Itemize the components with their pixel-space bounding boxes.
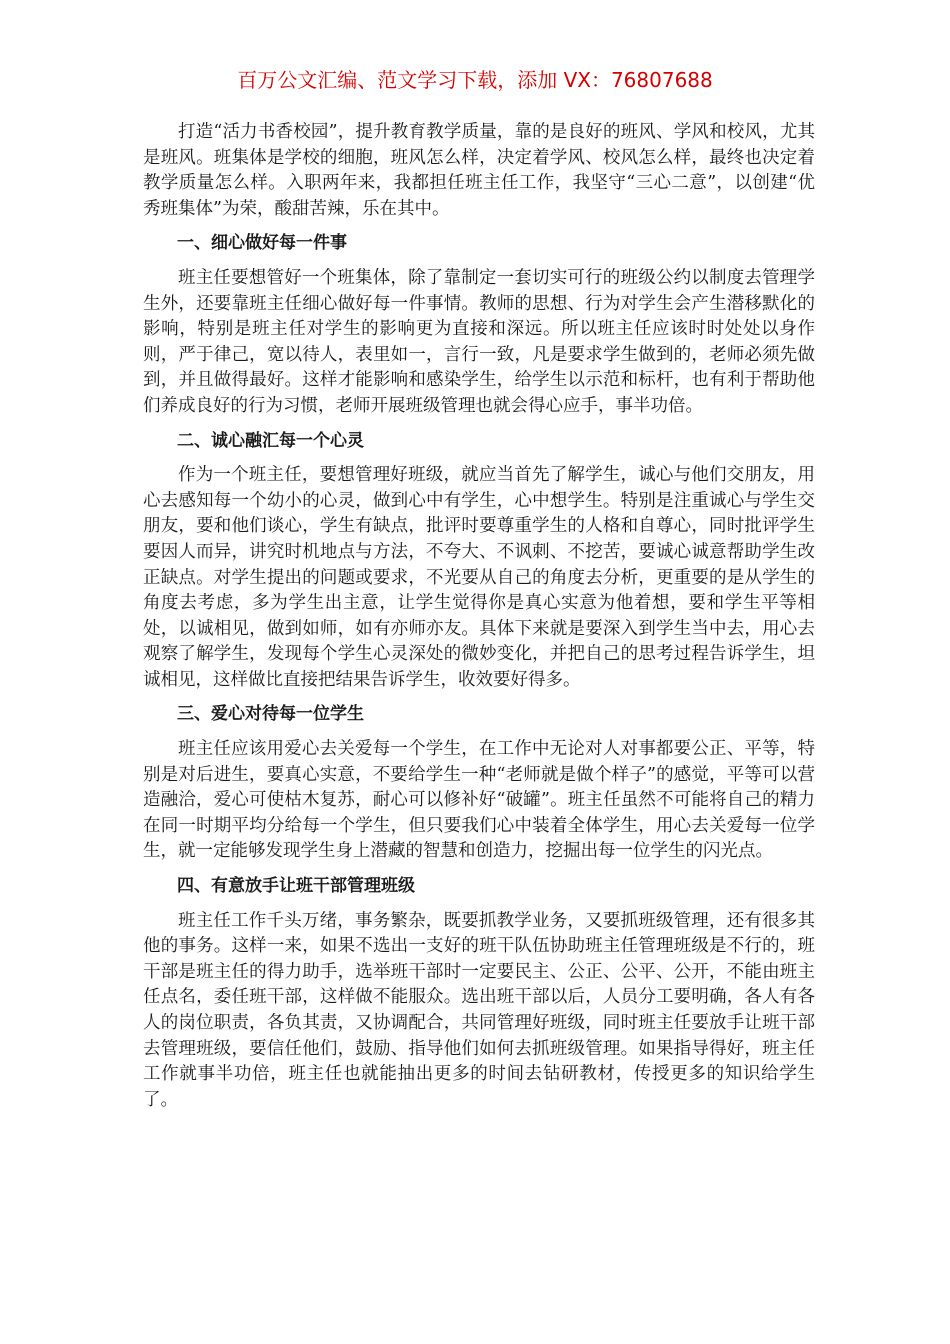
- section-body-3: 班主任应该用爱心去关爱每一个学生，在工作中无论对人对事都要公正、平等，特别是对后进生，要真心实意，不要给学生一种“老师就是做个样子”的感觉，平等可以营造融洽，爱心可使枯木复苏，耐心可以修补好“破罐”。班主任虽然不可能将自己的精力在同一时期平均分给每一个学生，但只要我们心中装着全体学生，用心去关爱每一位学生，就一定能够发现学生身上潜藏的智慧和创造力，挖掘出每一位学生的闪光点。: [143, 739, 815, 862]
- section-body-4: 班主任工作千头万绪，事务繁杂，既要抓教学业务，又要抓班级管理，还有很多其他的事务。这样一来，如果不选出一支好的班干队伍协助班主任管理班级是不行的，班干部是班主任的得力助手，选举班干部时一定要民主、公正、公平、公开，不能由班主任点名，委任班干部，这样做不能服众。选出班干部以后，人员分工要明确，各人有各人的岗位职责，各负其责，又协调配合，共同管理好班级，同时班主任要放手让班干部去管理班级，要信任他们，鼓励、指导他们如何去抓班级管理。如果指导得好，班主任工作就事半功倍，班主任也就能抽出更多的时间去钻研教材，传授更多的知识给学生了。: [143, 910, 815, 1110]
- section-body-1: 班主任要想管好一个班集体，除了靠制定一套切实可行的班级公约以制度去管理学生外，还要靠班主任细心做好每一件事情。教师的思想、行为对学生会产生潜移默化的影响，特别是班主任对学生的影响更为直接和深远。所以班主任应该时时处处以身作则，严于律己，宽以待人，表里如一，言行一致，凡是要求学生做到的，老师必须先做到，并且做得最好。这样才能影响和感染学生，给学生以示范和标杆，也有利于帮助他们养成良好的行为习惯，老师开展班级管理也就会得心应手，事半功倍。: [143, 267, 815, 416]
- section-heading-4: 四、有意放手让班干部管理班级: [177, 876, 415, 897]
- header-banner: 百万公文汇编、范文学习下载，添加 VX：76807688: [237, 68, 713, 92]
- section-heading-3: 三、爱心对待每一位学生: [177, 704, 364, 725]
- section-body-2: 作为一个班主任，要想管理好班级，就应当首先了解学生，诚心与他们交朋友，用心去感知每一个幼小的心灵，做到心中有学生，心中想学生。特别是注重诚心与学生交朋友，要和他们谈心，学生有缺点，批评时要尊重学生的人格和自尊心，同时批评学生要因人而异，讲究时机地点与方法，不夸大、不讽刺、不挖苦，要诚心诚意帮助学生改正缺点。对学生提出的问题或要求，不光要从自己的角度去分析，更重要的是从学生的角度去考虑，多为学生出主意，让学生觉得你是真心实意为他着想，要和学生平等相处，以诚相见，做到如师，如有亦师亦友。具体下来就是要深入到学生当中去，用心去观察了解学生，发现每个学生心灵深处的微妙变化，并把自己的思考过程告诉学生，坦诚相见，这样做比直接把结果告诉学生，收效要好得多。: [143, 465, 815, 690]
- section-heading-2: 二、诚心融汇每一个心灵: [177, 430, 364, 451]
- document-body: [143, 120, 815, 1113]
- section-heading-1: 一、细心做好每一件事: [177, 233, 347, 254]
- intro-paragraph: 打造“活力书香校园”，提升教育教学质量，靠的是良好的班风、学风和校风，尤其是班风。班集体是学校的细胞，班风怎么样，决定着学风、校风怎么样，最终也决定着教学质量怎么样。入职两年来，我都担任班主任工作，我坚守“三心二意”，以创建“优秀班集体”为荣，酸甜苦辣，乐在其中。: [143, 122, 815, 219]
